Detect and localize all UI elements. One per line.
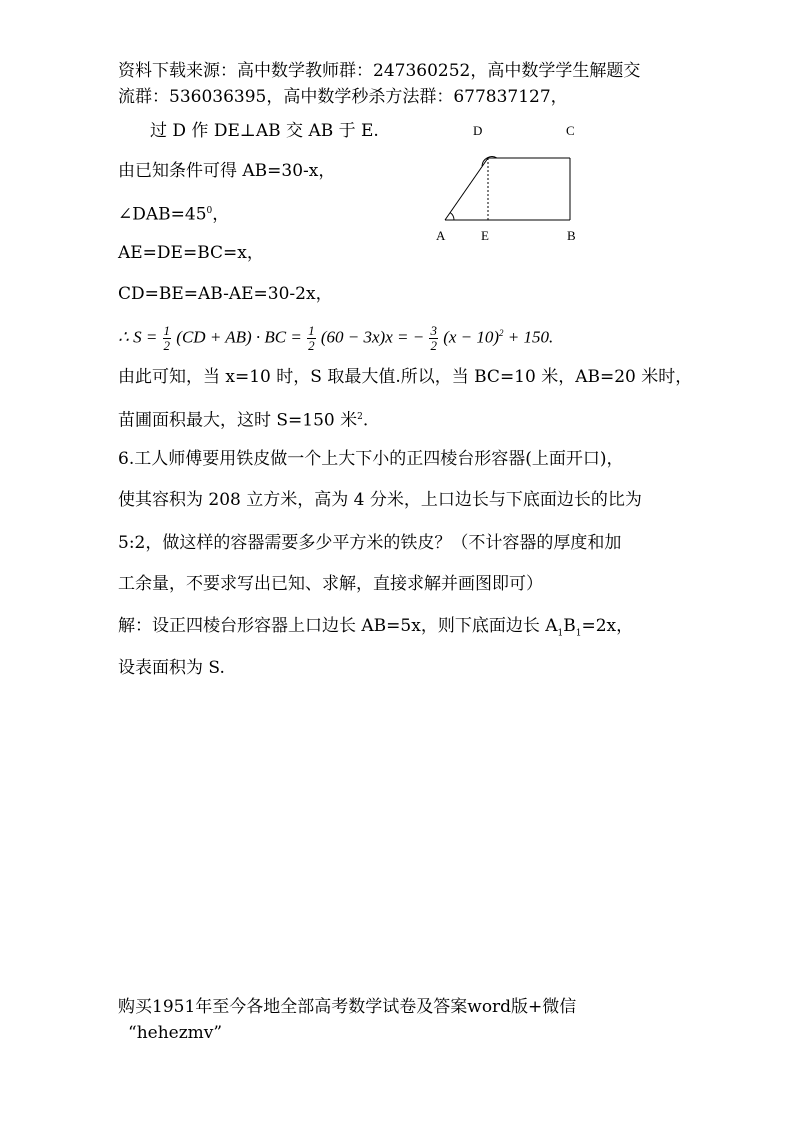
problem6-answer-1: 解：设正四棱台形容器上口边长 AB=5x，则下底面边长 $A_1B_1=2x$， (118, 616, 634, 639)
angle-suffix: ， (212, 204, 230, 225)
problem6-line-1: 6.工人师傅要用铁皮做一个上大下小的正四棱台形容器(上面开口)， (118, 449, 624, 469)
area-formula (118, 316, 553, 355)
conclusion-line-2: 苗圃面积最大，这时 S=150 米$^2$. (118, 410, 369, 431)
solution-step-2: 由已知条件可得 AB=30-x， (118, 161, 336, 181)
solution-step-4: AE=DE=BC=x， (118, 243, 264, 263)
formula-part-1: (CD + AB) · BC = (176, 327, 302, 347)
label-c: C (566, 123, 575, 138)
footer-line-2: “hehezmv” (128, 1023, 223, 1043)
label-a: A (436, 228, 446, 243)
formula-lhs: ∴ S = (118, 327, 158, 347)
formula-part-2: (60 − 3x)x = − (320, 327, 425, 347)
conclusion-line-1: 由此可知，当 x=10 时，S 取最大值.所以，当 BC=10 米，AB=20 米时， (118, 367, 693, 387)
problem6-answer-2: 设表面积为 S. (118, 658, 225, 678)
solution-step-5: CD=BE=AB-AE=30-2x， (118, 284, 333, 304)
trapezoid-figure (430, 118, 590, 248)
problem6-line-4: 工余量，不要求写出已知、求解，直接求解并画图即可） (118, 574, 543, 594)
area-unit-sup: 2 (357, 412, 363, 422)
solution-step-1: 过 D 作 DE⊥AB 交 AB 于 E. (150, 121, 379, 141)
formula-tail: + 150. (503, 327, 554, 347)
half-fraction: $\frac{1}{2}$ (163, 323, 171, 354)
neg-fraction: $\frac{3}{2}$ (430, 323, 437, 354)
half-fraction-2: $\frac{1}{2}$ (308, 323, 315, 354)
side-da (445, 158, 488, 220)
solution-step-3 (118, 200, 229, 226)
angle-text: ∠DAB=45 (118, 204, 207, 225)
header-line-1: 资料下载来源：高中数学教师群：247360252，高中数学学生解题交 (118, 61, 641, 81)
degree-sup: 0 (206, 206, 213, 216)
label-b: B (567, 228, 576, 243)
label-d: D (473, 123, 483, 138)
formula-part-3: (x − 10) (443, 327, 500, 347)
problem6-line-3: 5:2，做这样的容器需要多少平方米的铁皮？（不计容器的厚度和加 (118, 533, 622, 553)
label-e: E (481, 228, 489, 243)
footer-line-1: 购买1951年至今各地全部高考数学试卷及答案word版+微信 (118, 997, 577, 1017)
formula-exponent: 2 (499, 328, 504, 338)
problem6-line-2: 使其容积为 208 立方米，高为 4 分米，上口边长与下底面边长的比为 (118, 490, 642, 510)
angle-arc-a (450, 213, 454, 220)
header-line-2: 流群：536036395，高中数学秒杀方法群：677837127， (118, 87, 568, 107)
